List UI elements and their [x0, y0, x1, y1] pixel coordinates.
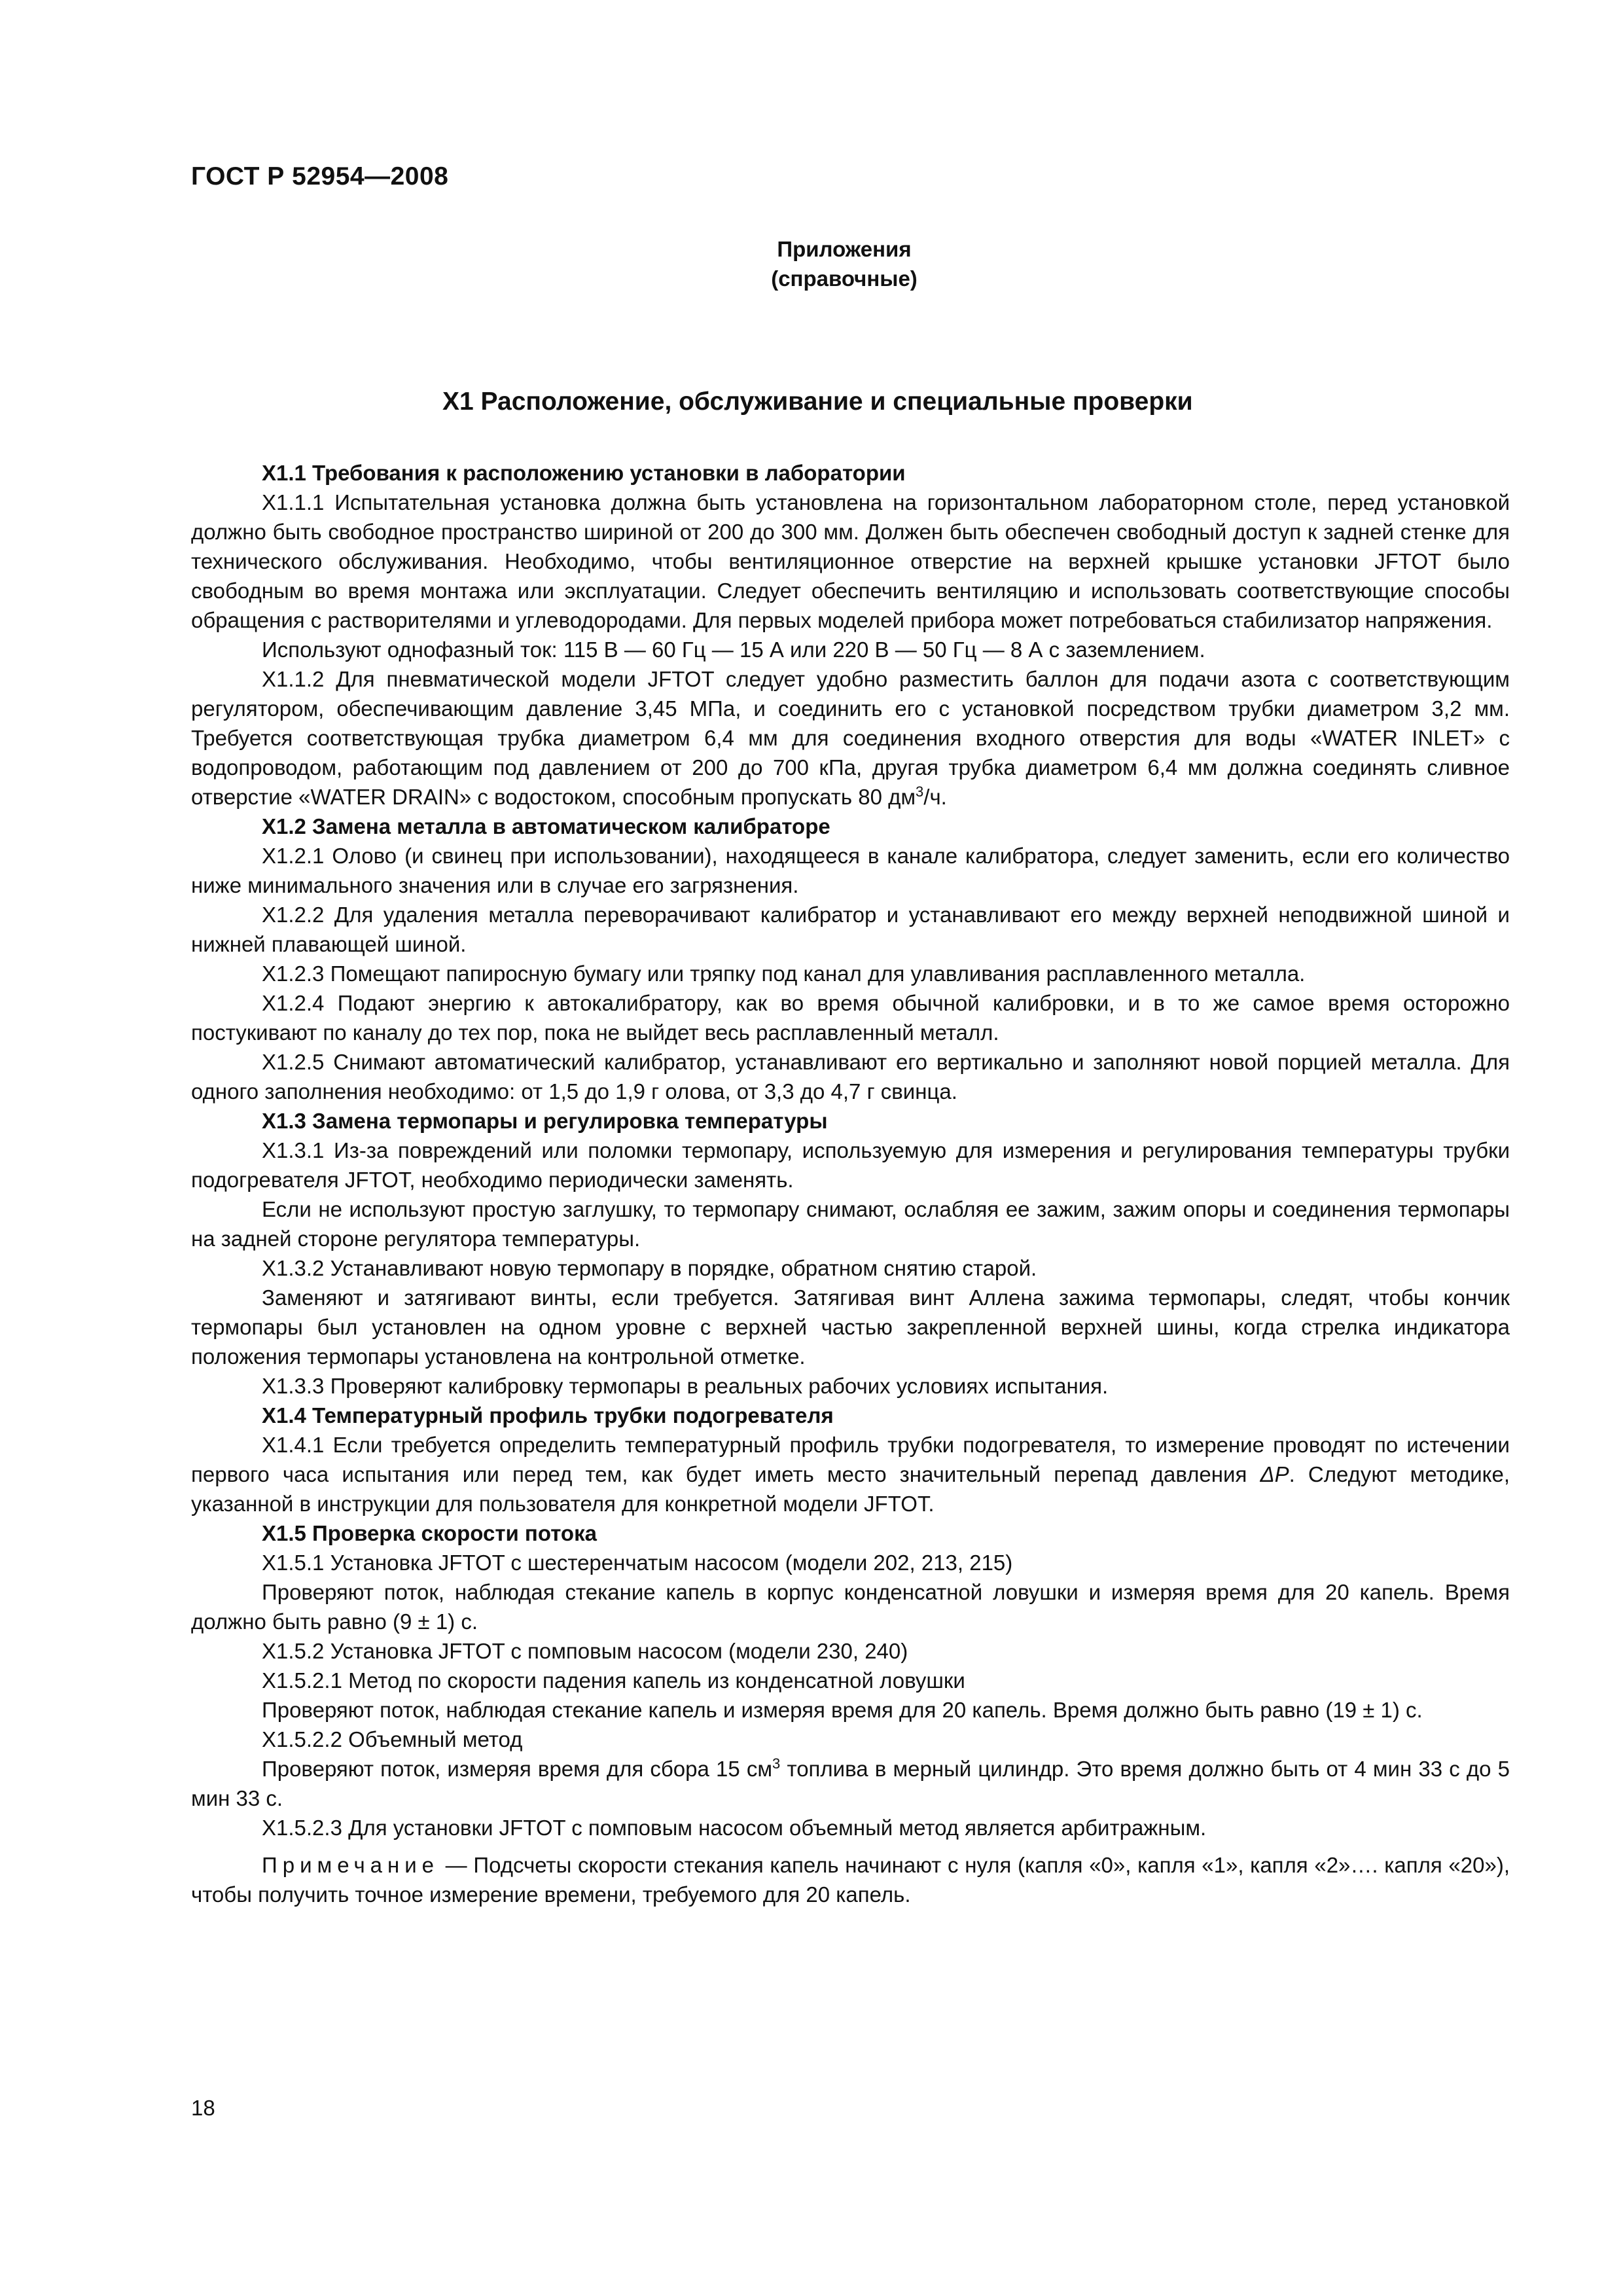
paragraph-x1-2-1: X1.2.1 Олово (и свинец при использовании), находящееся в канале калибратора, следует заменить, если его количество ниже минимального значения или в случае его загрязнения.	[191, 844, 1510, 897]
paragraph-x1-5-2-2-text: Проверяют поток, измеряя время для сбора 15 см	[262, 1757, 773, 1781]
paragraph-x1-5-1: X1.5.1 Установка JFTOT с шестеренчатым насосом (модели 202, 213, 215)	[262, 1551, 1013, 1575]
paragraph-x1-1-1: X1.1.1 Испытательная установка должна быть установлена на горизонтальном лабораторном столе, перед установкой должно быть свободное пространство шириной от 200 до 300 мм. Должен быть обеспечен свободный доступ к задней стенке для технического обслуживания. Необходимо, чтобы вентиляционное отверстие на верхней крышке установки JFTOT было свободным во время монтажа или эксплуатации. Следует обеспечить вентиляцию и использовать соответствующие способы обращения с растворителями и углеводородами. Для первых моделей прибора может потребоваться стабилизатор напряжения.	[191, 490, 1510, 632]
paragraph-x1-3-3: X1.3.3 Проверяют калибровку термопары в реальных рабочих условиях испытания.	[262, 1374, 1109, 1398]
subsection-heading-x1-3: X1.3 Замена термопары и регулировка температуры	[262, 1109, 828, 1133]
paragraph-x1-1-2	[191, 664, 1510, 812]
subsection-heading-x1-1: X1.1 Требования к расположению установки в лаборатории	[262, 461, 906, 485]
paragraph-x1-1-2-text: X1.1.2 Для пневматической модели JFTOT следует удобно разместить баллон для подачи азота с соответствующим регулятором, обеспечивающим давление 3,45 МПа, и соединить его с установкой посредством трубки диаметром 3,2 мм. Требуется соответствующая трубка диаметром 6,4 мм для соединения входного отверстия для воды «WATER INLET» с водопроводом, работающим под давлением от 200 до 700 кПа, другая трубка диаметром 6,4 мм должна соединять сливное отверстие «WATER DRAIN» с водостоком, способным пропускать 80 дм	[191, 667, 1510, 809]
pressure-drop-symbol: ΔP	[1260, 1462, 1289, 1486]
paragraph-x1-5-2: X1.5.2 Установка JFTOT с помповым насосом (модели 230, 240)	[262, 1639, 908, 1663]
paragraph-x1-3-1: X1.3.1 Из-за повреждений или поломки термопару, используемую для измерения и регулирования температуры трубки подогревателя JFTOT, необходимо периодически заменять.	[191, 1138, 1510, 1192]
paragraph-x1-3-2-screws: Заменяют и затягивают винты, если требуется. Затягивая винт Аллена зажима термопары, следят, чтобы кончик термопары был установлен на одном уровне с верхней частью закрепленной верхней шины, когда стрелка индикатора положения термопары установлена на контрольной отметке.	[191, 1285, 1510, 1369]
paragraph-x1-4-1	[191, 1430, 1510, 1518]
note-label: Примечание	[262, 1853, 440, 1877]
paragraph-x1-3-2: X1.3.2 Устанавливают новую термопару в порядке, обратном снятию старой.	[262, 1256, 1037, 1280]
document-body	[191, 458, 1510, 1909]
paragraph-x1-5-2-1: X1.5.2.1 Метод по скорости падения капель из конденсатной ловушки	[262, 1668, 965, 1693]
page-number: 18	[191, 2096, 215, 2120]
paragraph-x1-2-4: X1.2.4 Подают энергию к автокалибратору, как во время обычной калибровки, и в то же самое время осторожно постукивают по каналу до тех пор, пока не выйдет весь расплавленный металл.	[191, 991, 1510, 1045]
subsection-heading-x1-5: X1.5 Проверка скорости потока	[262, 1521, 597, 1545]
paragraph-x1-2-3: X1.2.3 Помещают папиросную бумагу или тряпку под канал для улавливания расплавленного металла.	[262, 961, 1306, 986]
paragraph-x1-5-2-3: X1.5.2.3 Для установки JFTOT с помповым насосом объемный метод является арбитражным.	[262, 1816, 1207, 1840]
section-title: X1 Расположение, обслуживание и специальные проверки	[442, 387, 1193, 416]
paragraph-x1-5-1-check: Проверяют поток, наблюдая стекание капель в корпус конденсатной ловушки и измеряя время для 20 капель. Время должно быть равно (9 ± 1) с.	[191, 1580, 1510, 1634]
paragraph-power-supply: Используют однофазный ток: 115 В — 60 Гц — 15 А или 220 В — 50 Гц — 8 А с заземлением.	[262, 637, 1205, 662]
paragraph-x1-2-5: X1.2.5 Снимают автоматический калибратор, устанавливают его вертикально и заполняют новой порцией металла. Для одного заполнения необходимо: от 1,5 до 1,9 г олова, от 3,3 до 4,7 г свинца.	[191, 1050, 1510, 1103]
paragraph-x1-5-2-2-end: топлива в мерный цилиндр. Это время должно быть от 4 мин 33 с до 5 мин 33 с.	[191, 1757, 1510, 1810]
paragraph-x1-4-1-text: X1.4.1 Если требуется определить температурный профиль трубки подогревателя, то измерение проводят по истечении первого часа испытания или перед тем, как будет иметь место значительный перепад давления	[191, 1433, 1510, 1486]
annex-heading	[759, 234, 929, 293]
document-id-header: ГОСТ Р 52954—2008	[191, 162, 449, 190]
superscript-3: 3	[772, 1755, 781, 1772]
paragraph-x1-4-1-end: . Следуют методике, указанной в инструкции для пользователя для конкретной модели JFTOT.	[191, 1462, 1510, 1516]
annex-subtitle: (справочные)	[771, 266, 918, 291]
paragraph-x1-2-2: X1.2.2 Для удаления металла переворачивают калибратор и устанавливают его между верхней неподвижной шиной и нижней плавающей шиной.	[191, 903, 1510, 956]
note-text: — Подсчеты скорости стекания капель начинают с нуля (капля «0», капля «1», капля «2»…. капля «20»), чтобы получить точное измерение времени, требуемого для 20 капель.	[191, 1853, 1510, 1907]
paragraph-x1-5-2-2: X1.5.2.2 Объемный метод	[262, 1727, 523, 1751]
paragraph-x1-5-2-2-check	[191, 1754, 1510, 1813]
paragraph-x1-3-1-removal: Если не используют простую заглушку, то термопару снимают, ослабляя ее зажим, зажим опоры и соединения термопары на задней стороне регулятора температуры.	[191, 1197, 1510, 1251]
annex-title: Приложения	[777, 237, 912, 261]
subsection-heading-x1-2: X1.2 Замена металла в автоматическом калибраторе	[262, 814, 830, 838]
paragraph-x1-1-2-end: /ч.	[923, 785, 947, 809]
subsection-heading-x1-4: X1.4 Температурный профиль трубки подогревателя	[262, 1403, 834, 1427]
superscript-3: 3	[916, 783, 924, 800]
note-paragraph	[191, 1850, 1510, 1909]
paragraph-x1-5-2-1-check: Проверяют поток, наблюдая стекание капель и измеряя время для 20 капель. Время должно быть равно (19 ± 1) с.	[262, 1698, 1423, 1722]
